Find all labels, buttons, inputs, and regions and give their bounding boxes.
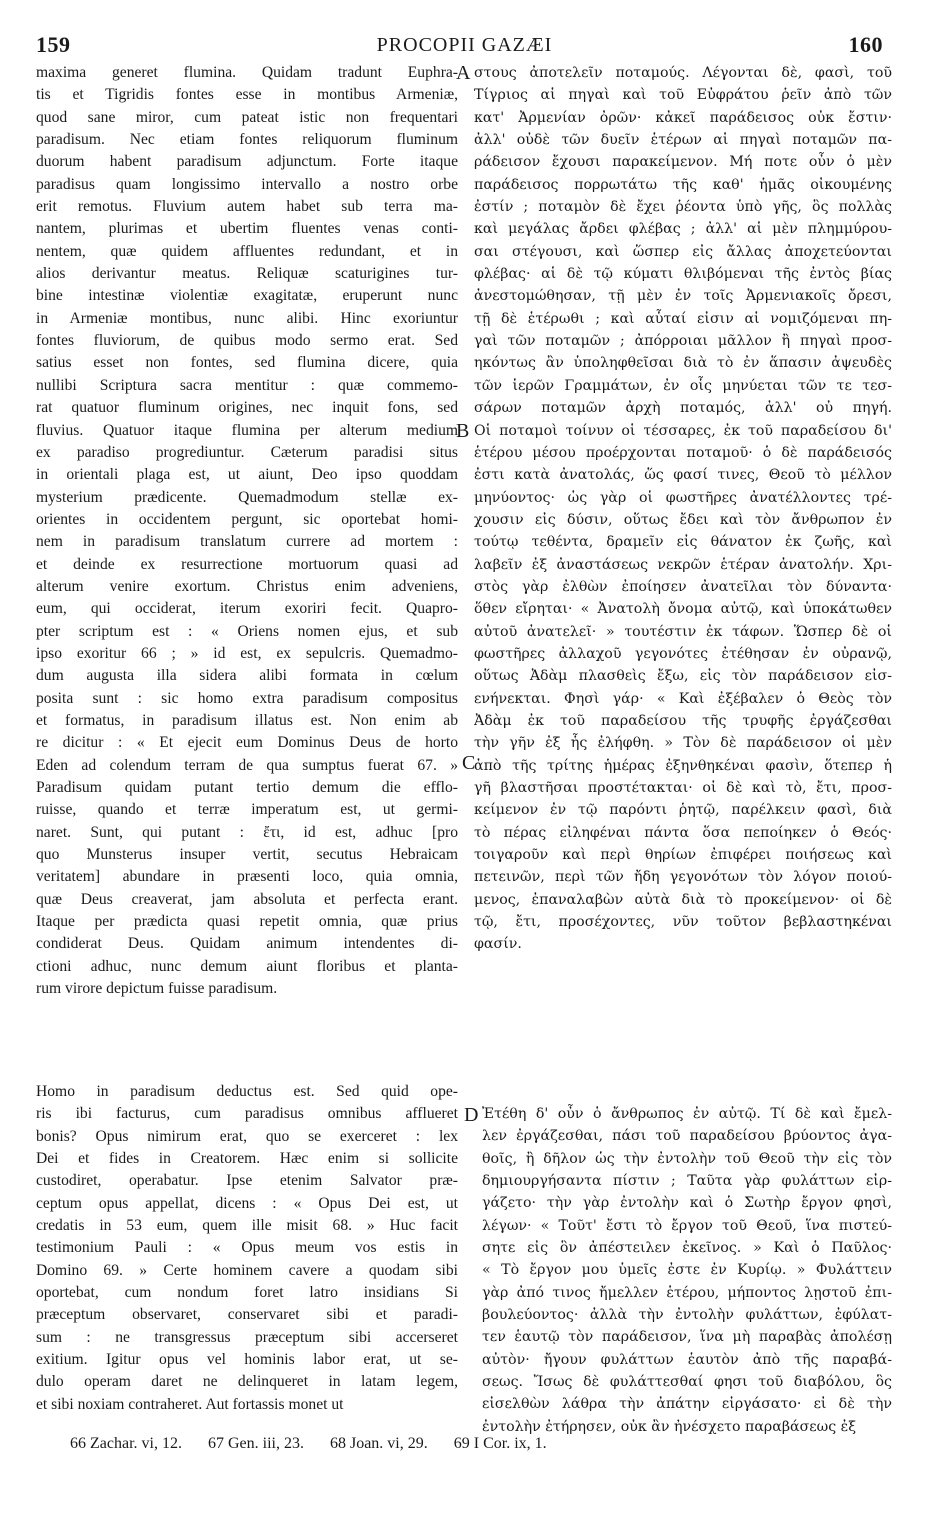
text-line: τῷ, ἔτι, προσέχοντες, νῦν τοῦτον βεβλαστηκέναι	[474, 914, 892, 931]
text-line: φλέβας· αἱ δὲ τῷ κύματι θλιβόμεναι τῆς ἐντὸς βίας	[474, 266, 892, 283]
text-line: θοῖς, ἢ δῆλον ὡς τὴν ἐντολὴν τοῦ Θεοῦ τὴν εἰς τὸν	[482, 1150, 892, 1167]
text-line: λέγων· « Τοῦτ' ἔστι τὸ ἔργον τοῦ Θεοῦ, ἵνα πιστεύ-	[482, 1217, 892, 1234]
text-line: naret. Sunt, qui putant : ἔτι, id est, adhuc [pro	[36, 823, 458, 841]
right-page-number: 160	[848, 32, 883, 57]
text-line: ἐντολὴν ἐτήρησεν, οὐκ ἂν ἠνέσχετο παραβάσεως ἐξ	[482, 1418, 857, 1435]
footnotes	[70, 1435, 569, 1453]
text-line: nentem, quæ quidem affluentes redundant, et in	[36, 242, 458, 260]
text-line: alterum venire exortum. Christus enim adveniens,	[36, 577, 458, 595]
text-line: custodiret, operabatur. Ipse etenim Salvator præ-	[36, 1172, 458, 1190]
text-line: ἐστι κατὰ ἀνατολάς, ὥς φασί τινες, Θεοῦ τὸ μέλλον	[474, 467, 892, 484]
text-line: Domino 69. » Certe hominem cavere a quodam sibi	[36, 1261, 458, 1279]
text-line: σητε εἰς ὃν ἀπέστειλεν ἐκεῖνος. » Καὶ ὁ Παῦλος·	[482, 1240, 892, 1257]
text-line: ἐστίν ; ποταμὸν δὲ ἔχει ῥέοντα ὑπὸ γῆς, ὃς πολλὰς	[474, 199, 892, 216]
margin-mark-c: C	[462, 752, 476, 774]
text-line: γαὶ τῶν ποταμῶν ; ἀπόρροιαι μᾶλλον ἢ πηγαὶ προσ-	[474, 333, 892, 350]
text-line: quæ Deus creaverat, jam absoluta et perfecta erant.	[36, 890, 458, 908]
margin-mark-d: D	[464, 1104, 479, 1126]
text-line: τῶν ἱερῶν Γραμμάτων, ἐν οἷς μηνύεται τῶν τε τεσ-	[474, 377, 892, 394]
text-line: βουλεύοντος· ἀλλὰ τὴν ἐντολὴν φυλάττων, ἐφύλατ-	[482, 1307, 892, 1324]
text-line: Ἀδὰμ ἐκ τοῦ παραδείσου τῆς τρυφῆς ἐργάζεσθαι	[474, 712, 892, 729]
text-line: exitium. Igitur opus vel hominis labor erat, ut se-	[36, 1351, 458, 1369]
text-line: in orientali plaga est, ut aiunt, Deo ipso quoddam	[36, 466, 458, 484]
text-line: Itaque per prædicta quasi repetit omnia, quæ prius	[36, 913, 458, 931]
text-line: bine intestinæ violentiæ exagitatæ, eruperunt nunc	[36, 287, 458, 305]
text-line: quod sane miror, cum pateat istic non frequentari	[36, 108, 458, 126]
text-line: δημιουργήσαντα πίστιν ; Ταῦτα γὰρ φυλάττων εἰρ-	[482, 1173, 892, 1190]
footnote: 66 Zachar. vi, 12.	[70, 1435, 182, 1452]
text-line: χουσιν εἰς δύσιν, οὕτως ἔδει καὶ τὸν ἄνθρωπον ἐν	[474, 511, 892, 528]
footnote: 67 Gen. iii, 23.	[207, 1435, 304, 1452]
text-line: ράδεισον ἔχουσι παρακείμενον. Μή ποτε οὖν ὁ μὲν	[474, 154, 892, 171]
page-header	[0, 18, 929, 58]
text-line: Homo in paradisum deductus est. Sed quid ope-	[36, 1083, 458, 1100]
text-line: ipso exoritur 66 ; » id est, ex sepulcris. Quemadmo-	[36, 644, 458, 662]
text-line: λεν ἐργάζεσθαι, πάσι τοῦ παραδείσου βρύοντος ἀγα-	[482, 1128, 892, 1145]
text-line: nem in paradisum translatum currere ad mortem :	[36, 533, 458, 551]
text-line: rum virore depictum fuisse paradisum.	[36, 980, 278, 998]
text-line: ris ibi facturus, cum paradisus omnibus afflueret	[36, 1105, 458, 1123]
text-line: τὸ πέρας εἰληφέναι πάντα ὅσα πεποίηκεν ὁ Θεός·	[474, 824, 892, 841]
latin-column-bottom	[36, 1081, 458, 1416]
text-line: αὐτὸν· ἤγουν φυλάττων ἑαυτὸν ἀπὸ τῆς παραβά-	[482, 1351, 892, 1368]
text-line: ηκόντως ἂν ὑποληφθεῖσαι διὰ τὸ ἐν ἅπασιν ἀψευδὲς	[474, 355, 892, 372]
greek-column-top	[474, 62, 892, 956]
text-line: pter scriptum est : « Oriens nomen ejus, et sub	[36, 622, 458, 640]
margin-mark-a: A	[456, 62, 471, 84]
text-line: φασίν.	[474, 936, 522, 953]
text-line: ενήνεκται. Φησὶ γάρ· « Καὶ ἐξέβαλεν ὁ Θεὸς τὸν	[474, 690, 892, 707]
text-line: σεως. Ἴσως δὲ φυλάττεσθαί φησι τοῦ διαβόλου, ὃς	[482, 1374, 892, 1391]
running-title: PROCOPII GAZÆI	[376, 34, 553, 56]
text-line: alios derivantur meatus. Reliquæ scaturigines tur-	[36, 265, 458, 283]
text-line: et formatus, in paradisum illatus est. Non enim ab	[36, 711, 458, 729]
text-line: dulo operam daret ne delinqueret in latam legem,	[36, 1373, 458, 1391]
text-line: ἀλλ' οὐδὲ τῶν δυεῖν ἑτέρων αἱ πηγαὶ ποταμῶν πα-	[474, 132, 892, 149]
text-line: κατ' Ἀρμενίαν ὀρῶν· κἀκεῖ παράδεισος οὐκ ἔστιν·	[474, 109, 892, 126]
text-line: orientes in occidentem pergunt, sic oportebat homi-	[36, 510, 458, 528]
text-line: Dei et fides in Creatorem. Hæc enim si sollicite	[36, 1150, 458, 1168]
text-line: αὐτοῦ ἀνατελεῖ· » τουτέστιν ἐκ τάφων. Ὥσπερ δὲ οἱ	[474, 623, 892, 640]
greek-column-bottom	[482, 1103, 892, 1438]
text-line: Ἐτέθη δ' οὖν ὁ ἄνθρωπος ἐν αὐτῷ. Τί δὲ καὶ ἔμελ-	[482, 1106, 892, 1122]
text-line: λαβεῖν ἐξ ἀναστάσεως νεκρῶν ἑτέραν ἀνατολήν. Χρι-	[474, 556, 892, 573]
text-line: εἰσελθὼν λάθρα τὴν ἀπάτην εἰργάσατο· εἰ δὲ τὴν	[482, 1396, 892, 1413]
text-line: veritatem] abundare in præsenti loco, quia omnia,	[36, 868, 458, 886]
text-line: mysterium prædicente. Quemadmodum stellæ ex-	[36, 488, 458, 506]
text-line: στὸς γὰρ ἐλθὼν ἐποίησεν ἀνατεῖλαι τὸν δύναντα·	[474, 578, 892, 595]
text-line: ex paradiso progrediuntur. Cæterum paradisi situs	[36, 443, 458, 461]
text-line: eum, qui occiderat, iterum exoriri fecit. Quapro-	[36, 600, 458, 618]
text-line: παράδεισος πορρωτάτω τῆς καθ' ἡμᾶς οἰκουμένης	[474, 176, 892, 193]
text-line: τὴν γῆν ἐξ ἧς ἐλήφθη. » Τὸν δὲ παράδεισον οἱ μὲν	[474, 735, 892, 752]
text-line: oportebat, cum nondum foret latro insidians Si	[36, 1284, 458, 1302]
text-line: τεν ἑαυτῷ τὸν παράδεισον, ἵνα μὴ παραβὰς ἀπολέσῃ	[482, 1329, 892, 1346]
text-line: fluvius. Quatuor itaque flumina per alterum medium	[36, 421, 458, 439]
text-line: μενος, ἐπαναλαβὼν αὐτὰ διὰ τὸ προκείμενον· οἱ δὲ	[474, 891, 892, 908]
text-line: credatis in 53 eum, quem ille misit 68. » Huc facit	[36, 1217, 458, 1235]
text-line: πετεινῶν, περὶ τῶν ἤδη γεγονότων τὸν λόγον ποιού-	[474, 869, 892, 886]
latin-column-top	[36, 62, 458, 1000]
footnote: 68 Joan. vi, 29.	[329, 1435, 428, 1452]
text-line: Eden ad colendum terram de qua sumptus fuerat 67. »	[36, 756, 458, 774]
text-line: bonis? Opus nimirum erat, quo se exerceret : lex	[36, 1127, 458, 1145]
text-line: τῇ δὲ ἑτέρωθι ; καὶ αὗταί εἰσιν αἱ νομιζόμεναι πη-	[474, 310, 892, 327]
text-line: τοιγαροῦν καὶ περὶ θηρίων ἐπιφέρει ποιήσεως καὶ	[474, 847, 892, 864]
text-line: γάζετο· τὴν γὰρ ἐντολὴν καὶ ὁ Σωτὴρ ἔργον φησὶ,	[482, 1195, 892, 1212]
text-line: nantem, plurimas et ubertim fluentes venas conti-	[36, 220, 458, 238]
text-line: ruisse, quando et terræ imperatum est, ut germi-	[36, 801, 458, 819]
left-page-number: 159	[36, 32, 71, 57]
text-line: paradisus quam longissimo intervallo a nostro orbe	[36, 175, 458, 193]
text-line: ctioni adhuc, nunc demum aiunt floribus et planta-	[36, 957, 458, 975]
text-line: rat quatuor fluminum origines, nec inquit fons, sed	[36, 399, 458, 417]
text-line: maxima generet flumina. Quidam tradunt Euphra-	[36, 64, 458, 81]
text-line: satius esset non fontes, sed flumina dicere, quia	[36, 354, 458, 372]
text-line: μηνύοντος· ὡς γὰρ οἱ φωστῆρες ἀνατέλλοντες τρέ-	[474, 489, 892, 506]
text-line: paradisum. Nec etiam fontes reliquorum fluminum	[36, 131, 458, 149]
text-line: καὶ μεγάλας ἄρδει φλέβας ; ἀλλ' αἱ μὲν πλημμύρου-	[474, 221, 892, 238]
text-line: γὰρ ἀπό τινος ἤμελλεν ἑτέρου, μήποντος λῃστοῦ ἐπι-	[482, 1284, 892, 1301]
text-line: Τίγριος αἱ πηγαὶ καὶ τοῦ Εὐφράτου ῥεῖν ἀπὸ τῶν	[474, 87, 892, 104]
text-line: ἀνεστομώθησαν, τῇ μὲν ἐν τοῖς Ἀρμενιακοῖς ὄρεσι,	[474, 288, 892, 305]
text-line: Paradisum quidam putant tertio demum die efflo-	[36, 779, 458, 796]
text-line: præceptum observaret, conservaret sibi et paradi-	[36, 1306, 458, 1324]
text-line: erit remotus. Fluvium autem habet sub terra ma-	[36, 198, 458, 216]
text-line: γῆ βλαστῆσαι προστέτακται· οἱ δὲ καὶ τὸ, ἔτι, προσ-	[474, 780, 892, 796]
text-line: fontes fluviorum, de quibus modo sermo erat. Sed	[36, 332, 458, 350]
text-line: ἑτέρου μέσου προέρχονται ποταμοῦ· ὁ δὲ παράδεισός	[474, 444, 892, 461]
text-line: φωστῆρες ἀλλαχοῦ γεγονότες ἐτέθησαν ἐν οὐρανῷ,	[474, 645, 892, 662]
text-line: σάρων ποταμῶν ἀρχὴ ποταμός, ἀλλ' οὐ πηγή.	[474, 400, 892, 417]
text-line: et deinde ex resurrectione mortuorum quasi ad	[36, 555, 458, 573]
text-line: duorum habent paradisum adjunctum. Forte itaque	[36, 153, 458, 171]
text-line: Οἱ ποταμοὶ τοίνυν οἱ τέσσαρες, ἐκ τοῦ παραδείσου δι'	[474, 422, 892, 439]
text-line: « Τὸ ἔργον μου ὑμεῖς ἐστε ἐν Κυρίῳ. » Φυλάττειν	[482, 1262, 892, 1279]
text-line: nullibi Scriptura sacra mentitur : quæ commemo-	[36, 376, 458, 394]
text-line: posita sunt : sic homo extra paradisum compositus	[36, 689, 458, 707]
text-line: et sibi noxiam contraheret. Aut fortassis monet ut	[36, 1395, 344, 1413]
text-line: tis et Tigridis fontes esse in montibus Armeniæ,	[36, 86, 458, 104]
text-line: στους ἀποτελεῖν ποταμούς. Λέγονται δὲ, φασὶ, τοῦ	[474, 65, 892, 81]
text-line: in Armeniæ montibus, nunc alibi. Hinc exoriuntur	[36, 309, 458, 327]
text-line: ceptum opus appellat, dicens : « Opus Dei est, ut	[36, 1194, 458, 1212]
text-line: testimonium Pauli : « Opus meum vos estis in	[36, 1239, 458, 1257]
margin-mark-b: B	[456, 420, 470, 442]
footnote: 69 I Cor. ix, 1.	[453, 1435, 547, 1452]
text-line: κείμενον ἐν τῷ παρόντι ῥητῷ, παρέλκειν φασὶ, διὰ	[474, 802, 892, 819]
text-line: dum augusta illa sidera alibi formata in cœlum	[36, 667, 458, 685]
text-line: τούτῳ τεθέντα, δραμεῖν εἰς θάνατον ἐκ ζωῆς, καὶ	[474, 534, 892, 551]
text-line: ὅθεν εἴρηται· « Ἀνατολὴ ὄνομα αὐτῷ, καὶ ὑποκάτωθεν	[474, 601, 892, 618]
text-line: condiderat Deus. Quidam animum intendentes di-	[36, 935, 458, 953]
text-line: re dicitur : « Et ejecit eum Dominus Deus de horto	[36, 734, 458, 752]
text-line: σαι στέγουσι, καὶ ὥσπερ εἰς ἄλλας ἀποχετεύονται	[474, 243, 892, 260]
text-line: quo Munsterus insuper vertit, secutus Hebraicam	[36, 846, 458, 864]
text-line: ἀπὸ τῆς τρίτης ἡμέρας ἐξηνθηκέναι φασὶν, ὅτεπερ ἡ	[474, 757, 892, 774]
text-line: οὕτως Ἀδὰμ πλασθεὶς ἔξω, εἰς τὸν παράδεισον εἰσ-	[474, 668, 892, 685]
text-line: sum : ne transgressus præceptum sibi accerseret	[36, 1328, 458, 1346]
